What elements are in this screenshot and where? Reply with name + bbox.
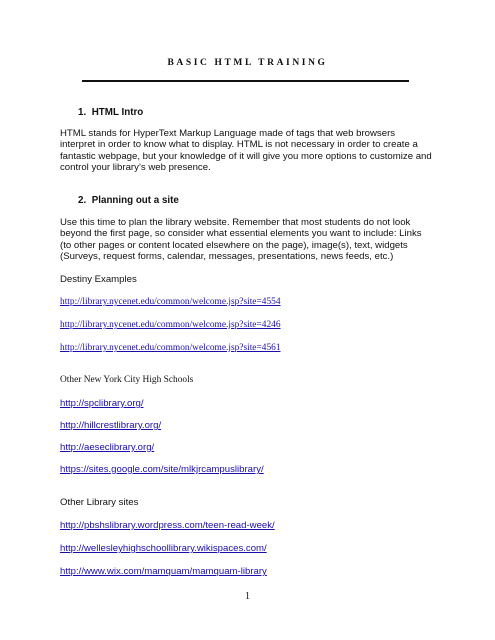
nyc-school-link[interactable]: http://hillcrestlibrary.org/	[60, 420, 162, 431]
nyc-school-link[interactable]: http://spclibrary.org/	[60, 398, 144, 409]
title-divider	[82, 80, 409, 82]
section-number: 1.	[78, 107, 87, 118]
paragraph-line: (Surveys, request forms, calendar, messages, presentations, news feeds, etc.)	[60, 250, 394, 262]
section-heading-html-intro	[78, 107, 143, 118]
destiny-link[interactable]: http://library.nycenet.edu/common/welcome.jsp?site=4554	[60, 297, 281, 307]
paragraph-line: interpret in order to know what to display. HTML is not necessary in order to create a	[60, 139, 418, 151]
paragraph-line: (to other pages or content located elsewhere on the page), image(s), text, widgets	[60, 239, 408, 251]
nyc-schools-label: Other New York City High Schools	[60, 375, 194, 385]
nyc-school-link[interactable]: https://sites.google.com/site/mlkjrcampuslibrary/	[60, 464, 264, 475]
paragraph-line: Use this time to plan the library website. Remember that most students do not look	[60, 217, 411, 228]
page-number: 1	[245, 591, 250, 602]
other-library-sites-label: Other Library sites	[60, 497, 139, 508]
paragraph-line: HTML stands for HyperText Markup Language made of tags that web browsers	[60, 128, 396, 139]
document-title: BASIC HTML TRAINING	[167, 58, 328, 68]
paragraph-line: control your library’s web presence.	[60, 161, 211, 173]
section-heading-label: Planning out a site	[91, 195, 179, 206]
nyc-school-link[interactable]: http://aeseclibrary.org/	[60, 442, 155, 453]
paragraph-line: fantastic webpage, but your knowledge of it will give you more options to customize and	[60, 150, 432, 162]
section-heading-label: HTML Intro	[91, 107, 144, 118]
section-number: 2.	[78, 195, 87, 206]
other-library-link[interactable]: http://pbshslibrary.wordpress.com/teen-read-week/	[60, 520, 275, 531]
html-intro-paragraph	[60, 128, 440, 173]
destiny-link[interactable]: http://library.nycenet.edu/common/welcome.jsp?site=4246	[60, 320, 281, 330]
destiny-examples-label: Destiny Examples	[60, 274, 137, 285]
other-library-link[interactable]: http://wellesleyhighschoollibrary.wikispaces.com/	[60, 543, 267, 554]
section-heading-planning	[78, 195, 179, 206]
planning-paragraph	[60, 217, 440, 262]
other-library-link[interactable]: http://www.wix.com/mamquam/mamquam-library	[60, 566, 267, 577]
destiny-link[interactable]: http://library.nycenet.edu/common/welcome.jsp?site=4561	[60, 343, 281, 353]
paragraph-line: beyond the first page, so consider what essential elements you want to include: Links	[60, 228, 422, 240]
